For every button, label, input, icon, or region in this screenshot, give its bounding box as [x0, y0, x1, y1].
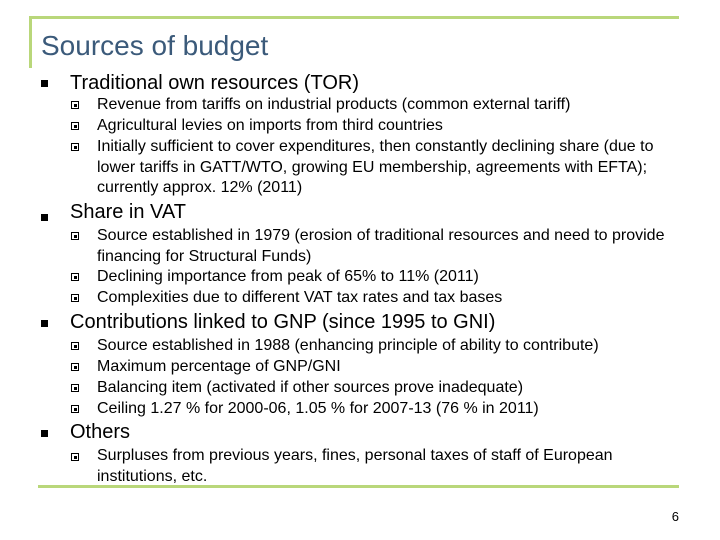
square-bullet-icon	[41, 80, 48, 87]
list-item: Source established in 1988 (enhancing principle of ability to contribute)	[97, 337, 599, 354]
square-bullet-icon	[41, 320, 48, 327]
square-bullet-icon	[41, 430, 48, 437]
list-item: Surpluses from previous years, fines, personal taxes of staff of European institutions, etc.	[97, 447, 613, 485]
list-item: Revenue from tariffs on industrial products (common external tariff)	[97, 96, 571, 113]
hollow-square-bullet-icon	[71, 405, 79, 413]
list-item: Ceiling 1.27 % for 2000-06, 1.05 % for 2007-13 (76 % in 2011)	[97, 400, 539, 417]
page-number: 6	[671, 509, 679, 524]
hollow-square-bullet-icon	[71, 101, 79, 109]
section-heading-vat: Share in VAT	[70, 201, 186, 223]
hollow-square-bullet-icon	[71, 453, 79, 461]
list-item: Declining importance from peak of 65% to 11% (2011)	[97, 268, 479, 285]
list-item: Source established in 1979 (erosion of traditional resources and need to provide financing for Structural Funds)	[97, 227, 665, 265]
hollow-square-bullet-icon	[71, 342, 79, 350]
hollow-square-bullet-icon	[71, 232, 79, 240]
hollow-square-bullet-icon	[71, 122, 79, 130]
list-item: Agricultural levies on imports from third countries	[97, 117, 443, 134]
frame-top-rule	[29, 16, 679, 19]
hollow-square-bullet-icon	[71, 363, 79, 371]
hollow-square-bullet-icon	[71, 294, 79, 302]
section-heading-tor: Traditional own resources (TOR)	[70, 72, 359, 94]
hollow-square-bullet-icon	[71, 273, 79, 281]
list-item: Maximum percentage of GNP/GNI	[97, 358, 341, 375]
list-item: Initially sufficient to cover expenditures, then constantly declining share (due to lower tariffs in GATT/WTO, growing EU membership, agreements with EFTA); currently approx. 12% (2011)	[97, 138, 654, 196]
slide-title: Sources of budget	[41, 30, 269, 61]
frame-left-rule	[29, 16, 32, 68]
square-bullet-icon	[41, 214, 48, 221]
section-heading-others: Others	[70, 421, 131, 443]
hollow-square-bullet-icon	[71, 143, 79, 151]
list-item: Complexities due to different VAT tax rates and tax bases	[97, 289, 503, 306]
hollow-square-bullet-icon	[71, 384, 79, 392]
list-item: Balancing item (activated if other sources prove inadequate)	[97, 379, 524, 396]
section-heading-gnp: Contributions linked to GNP (since 1995 to GNI)	[70, 311, 496, 333]
